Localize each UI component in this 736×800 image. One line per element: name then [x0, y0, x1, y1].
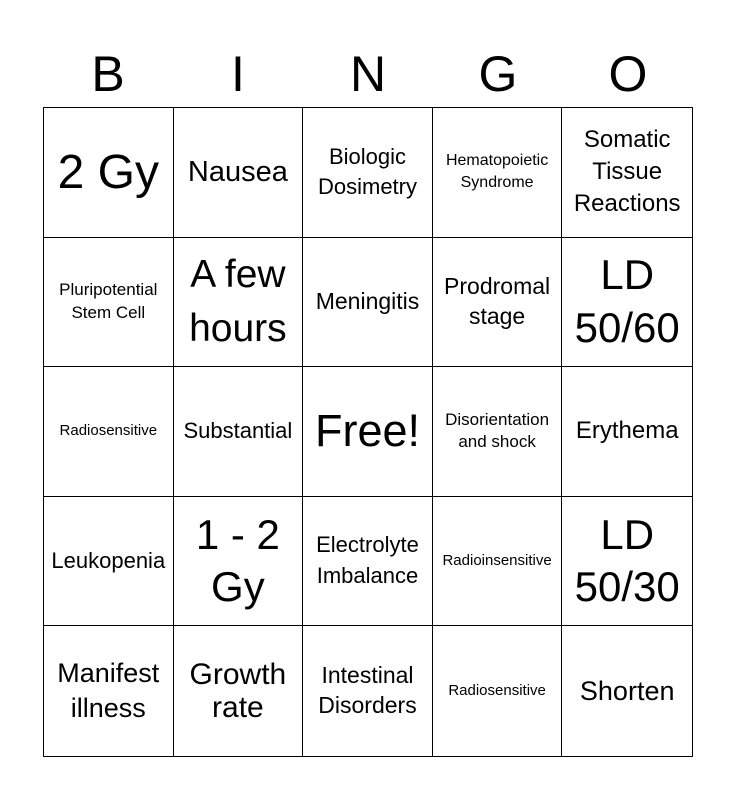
bingo-cell-r4-c3[interactable]: [303, 497, 433, 627]
bingo-cell-r1-c2[interactable]: [174, 108, 304, 238]
cell-label: Leukopenia: [51, 547, 166, 573]
bingo-board: [43, 107, 693, 757]
cell-label: Radiosensitive: [59, 422, 158, 440]
cell-label: Somatic Tissue Reactions: [573, 125, 681, 218]
bingo-cell-r3-c5[interactable]: [562, 367, 692, 497]
cell-label: Manifest illness: [57, 658, 160, 724]
cell-label: Nausea: [187, 155, 288, 188]
bingo-cell-r5-c2[interactable]: [174, 626, 304, 756]
bingo-cell-r2-c3[interactable]: [303, 238, 433, 368]
bingo-cell-r3-c2[interactable]: [174, 367, 304, 497]
bingo-cell-r3-c4[interactable]: [433, 367, 563, 497]
cell-label: Prodromal stage: [444, 273, 551, 329]
cell-label: Hematopoietic Syndrome: [445, 151, 549, 192]
cell-label: Erythema: [575, 417, 679, 445]
cell-label: Substantial: [183, 418, 293, 444]
bingo-cell-r5-c4[interactable]: [433, 626, 563, 756]
bingo-cell-r3-c3[interactable]: [303, 367, 433, 497]
cell-label: Growth rate: [189, 658, 287, 725]
cell-label: Disorientation and shock: [445, 409, 550, 452]
bingo-cell-r2-c4[interactable]: [433, 238, 563, 368]
bingo-cell-r5-c3[interactable]: [303, 626, 433, 756]
bingo-cell-r4-c2[interactable]: [174, 497, 304, 627]
cell-label: Intestinal Disorders: [318, 662, 417, 719]
cell-label: Electrolyte Imbalance: [316, 532, 419, 589]
bingo-cell-r4-c1[interactable]: [44, 497, 174, 627]
cell-label: 2 Gy: [57, 145, 159, 199]
header-letter-b: B: [91, 46, 125, 102]
cell-label: Meningitis: [315, 287, 420, 314]
bingo-cell-r2-c1[interactable]: [44, 238, 174, 368]
bingo-cell-r4-c5[interactable]: [562, 497, 692, 627]
cell-label: Radioinsensitive: [442, 552, 552, 570]
cell-label: Biologic Dosimetry: [317, 143, 417, 200]
bingo-cell-r1-c5[interactable]: [562, 108, 692, 238]
bingo-cell-r1-c3[interactable]: [303, 108, 433, 238]
bingo-cell-r2-c2[interactable]: [174, 238, 304, 368]
free-space: Free!: [314, 405, 420, 457]
bingo-cell-r5-c5[interactable]: [562, 626, 692, 756]
cell-label: Radiosensitive: [448, 682, 546, 700]
header-letter-i: I: [231, 46, 245, 102]
bingo-cell-r5-c1[interactable]: [44, 626, 174, 756]
cell-label: LD 50/30: [574, 510, 680, 611]
bingo-cell-r1-c4[interactable]: [433, 108, 563, 238]
bingo-cell-r3-c1[interactable]: [44, 367, 174, 497]
cell-label: LD 50/60: [574, 251, 680, 351]
bingo-cell-r4-c4[interactable]: [433, 497, 563, 627]
cell-label: Pluripotential Stem Cell: [59, 279, 158, 322]
bingo-cell-r1-c1[interactable]: [44, 108, 174, 238]
cell-label: 1 - 2 Gy: [195, 510, 280, 611]
header-letter-n: N: [349, 46, 387, 102]
cell-label: Shorten: [579, 675, 675, 706]
bingo-cell-r2-c5[interactable]: [562, 238, 692, 368]
cell-label: A few hours: [189, 253, 287, 350]
bingo-header: [43, 40, 693, 108]
header-letter-o: O: [608, 46, 648, 102]
header-letter-g: G: [478, 46, 518, 102]
